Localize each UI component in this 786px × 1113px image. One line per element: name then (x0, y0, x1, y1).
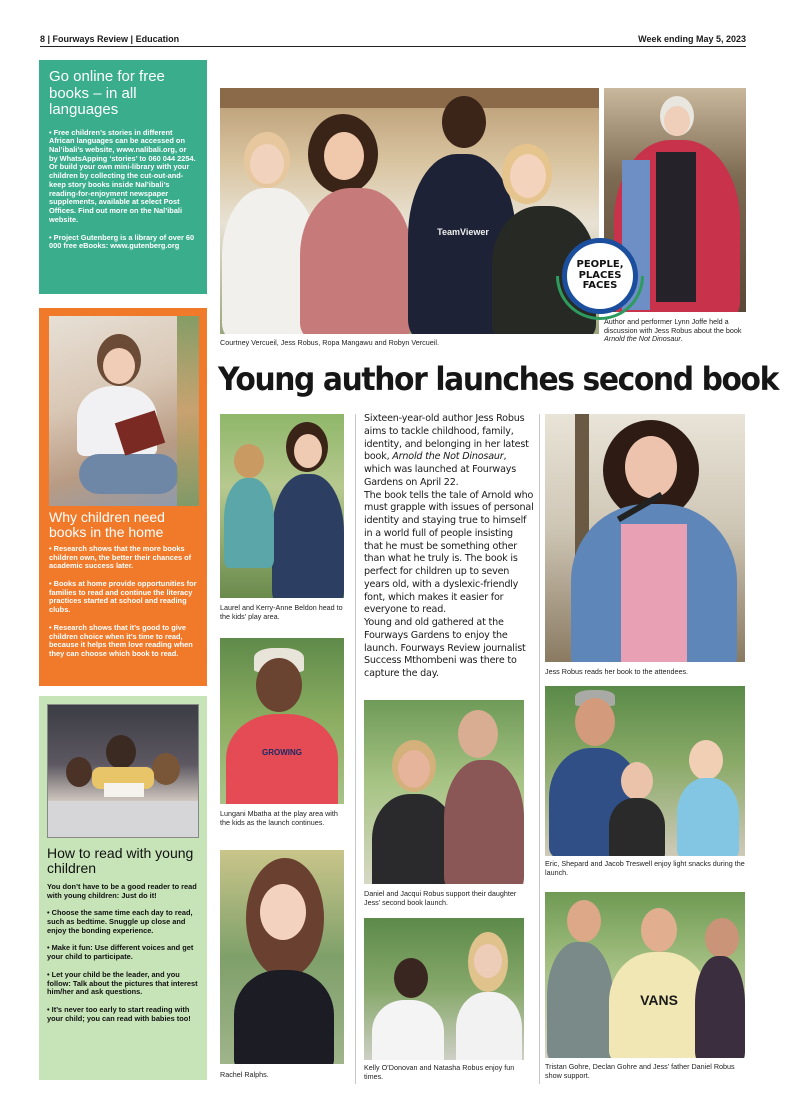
daniel-jacqui-caption: Daniel and Jacqui Robus support their daughter Jess’ second book launch. (364, 889, 517, 907)
people-places-faces-badge (562, 238, 638, 314)
online-books-body (49, 129, 197, 252)
jersey-sponsor-text: TeamViewer (437, 227, 489, 237)
issue-date: Week ending May 5, 2023 (638, 34, 746, 44)
why-books-body (49, 545, 199, 659)
why-books-box (39, 308, 207, 686)
rachel-ralphs-photo (220, 850, 344, 1064)
lynn-joffe-caption-text: Author and performer Lynn Joffe held a discussion with Jess Robus about the book (604, 317, 742, 335)
how-to-read-title: How to read with young children (47, 845, 194, 877)
article-paragraph (364, 413, 534, 490)
why-books-paragraph: • Research shows that the more books children own, the better their chances of academic success later. (49, 543, 192, 571)
kelly-natasha-photo (364, 918, 524, 1060)
why-books-paragraph: • Research shows that it’s good to give children choice when it’s time to read, because it helps them love reading when they can choose which book to read. (49, 622, 193, 659)
article-body (364, 413, 534, 681)
page-folio: 8 | Fourways Review | Education (40, 34, 180, 44)
article-paragraph: Young and old gathered at the Fourways Gardens to enjoy the launch. Fourways Review journalist Success Mthombeni was there to capture the day. (364, 617, 526, 679)
jess-reading-caption: Jess Robus reads her book to the attendees. (545, 667, 689, 676)
online-books-box (39, 60, 207, 294)
why-books-title: Why children need books in the home (49, 509, 165, 541)
headline: Young author launches second book (218, 360, 778, 398)
badge-line: FACES (582, 280, 618, 292)
daniel-jacqui-photo (364, 700, 524, 884)
book-title: Arnold the Not Dinosaur (392, 451, 504, 463)
how-to-read-body (47, 883, 199, 1024)
laurel-kerry-anne-photo (220, 414, 344, 598)
header-rule (40, 46, 746, 47)
article-paragraph: The book tells the tale of Arnold who must grapple with issues of personal identity and staying true to himself in a world full of people insisting that he must be something other than what he truly is. The book is perfect for children up to seven years old, with a dyslexic-friendly font, which makes it easier for everyone to read. (364, 489, 534, 616)
how-to-read-paragraph: • It’s never too early to start reading with your child; you can read with babies too! (47, 1005, 191, 1023)
how-to-read-box (39, 696, 207, 1080)
badge-line: PEOPLE, (576, 259, 624, 271)
badge-line: PLACES (578, 269, 622, 281)
article-text: Sixteen-year-old author Jess Robus aims to tackle childhood, family, identity, and belonging in her latest book, (364, 413, 529, 463)
book-title: Arnold the Not Dinosaur (604, 334, 681, 344)
shirt-text: VANS (640, 992, 678, 1008)
how-to-read-paragraph: • Let your child be the leader, and you follow: Talk about the pictures that interest him/her and ask questions. (47, 969, 198, 997)
lynn-joffe-caption-end: . (680, 334, 683, 344)
how-to-read-paragraph: You don’t have to be a good reader to read with young children: Just do it! (47, 881, 197, 900)
kelly-natasha-caption: Kelly O’Donovan and Natasha Robus enjoy fun times. (364, 1063, 515, 1081)
article-text: , which was launched at Fourways Gardens on April 22. (364, 451, 517, 488)
jess-reading-photo (545, 414, 745, 662)
why-books-paragraph: • Books at home provide opportunities for families to read and continue the literacy practices started at school and reading clubs. (49, 578, 197, 615)
family-bedtime-photo (47, 704, 199, 838)
online-books-paragraph: • Project Gutenberg is a library of over 60 000 free eBooks: www.gutenberg.org (49, 232, 195, 251)
group-photo (220, 88, 599, 334)
rachel-ralphs-caption: Rachel Ralphs. (220, 1070, 269, 1079)
treswell-family-caption: Eric, Shepard and Jacob Treswell enjoy light snacks during the launch. (545, 859, 745, 877)
group-photo-caption: Courtney Vercueil, Jess Robus, Ropa Mangawu and Robyn Vercueil. (220, 338, 439, 347)
column-rule (539, 414, 540, 1084)
gohre-robus-photo (545, 892, 745, 1058)
how-to-read-paragraph: • Make it fun: Use different voices and get your child to participate. (47, 943, 194, 962)
online-books-paragraph: • Free children’s stories in different African languages can be accessed on Nal’ibali’s website, www.nalibali.org, or by WhatsApping ‘stories’ to 060 044 2254. Or build your own mini-library with your children by collecting the cut-out-and-keep story books inside Nal’ibali’s reading-for-enjoyment newspaper supplements, available at select Post Offices. Find out more on the Nal’ibali website. (49, 127, 196, 224)
lynn-joffe-caption (604, 318, 748, 344)
lungani-mbatha-photo (220, 638, 344, 804)
laurel-kerry-anne-caption: Laurel and Kerry-Anne Beldon head to the kids’ play area. (220, 603, 343, 621)
gohre-robus-caption: Tristan Gohre, Declan Gohre and Jess’ father Daniel Robus show support. (545, 1062, 735, 1080)
online-books-title: Go online for free books – in all languages (49, 68, 165, 118)
treswell-family-photo (545, 686, 745, 856)
lungani-mbatha-caption: Lungani Mbatha at the play area with the kids as the launch continues. (220, 809, 338, 827)
column-rule (355, 414, 356, 1084)
girl-reading-photo (49, 316, 199, 506)
how-to-read-paragraph: • Choose the same time each day to read, such as bedtime. Snuggle up close and enjoy the bonding experience. (47, 908, 193, 935)
shirt-text: GROWING (262, 748, 302, 757)
